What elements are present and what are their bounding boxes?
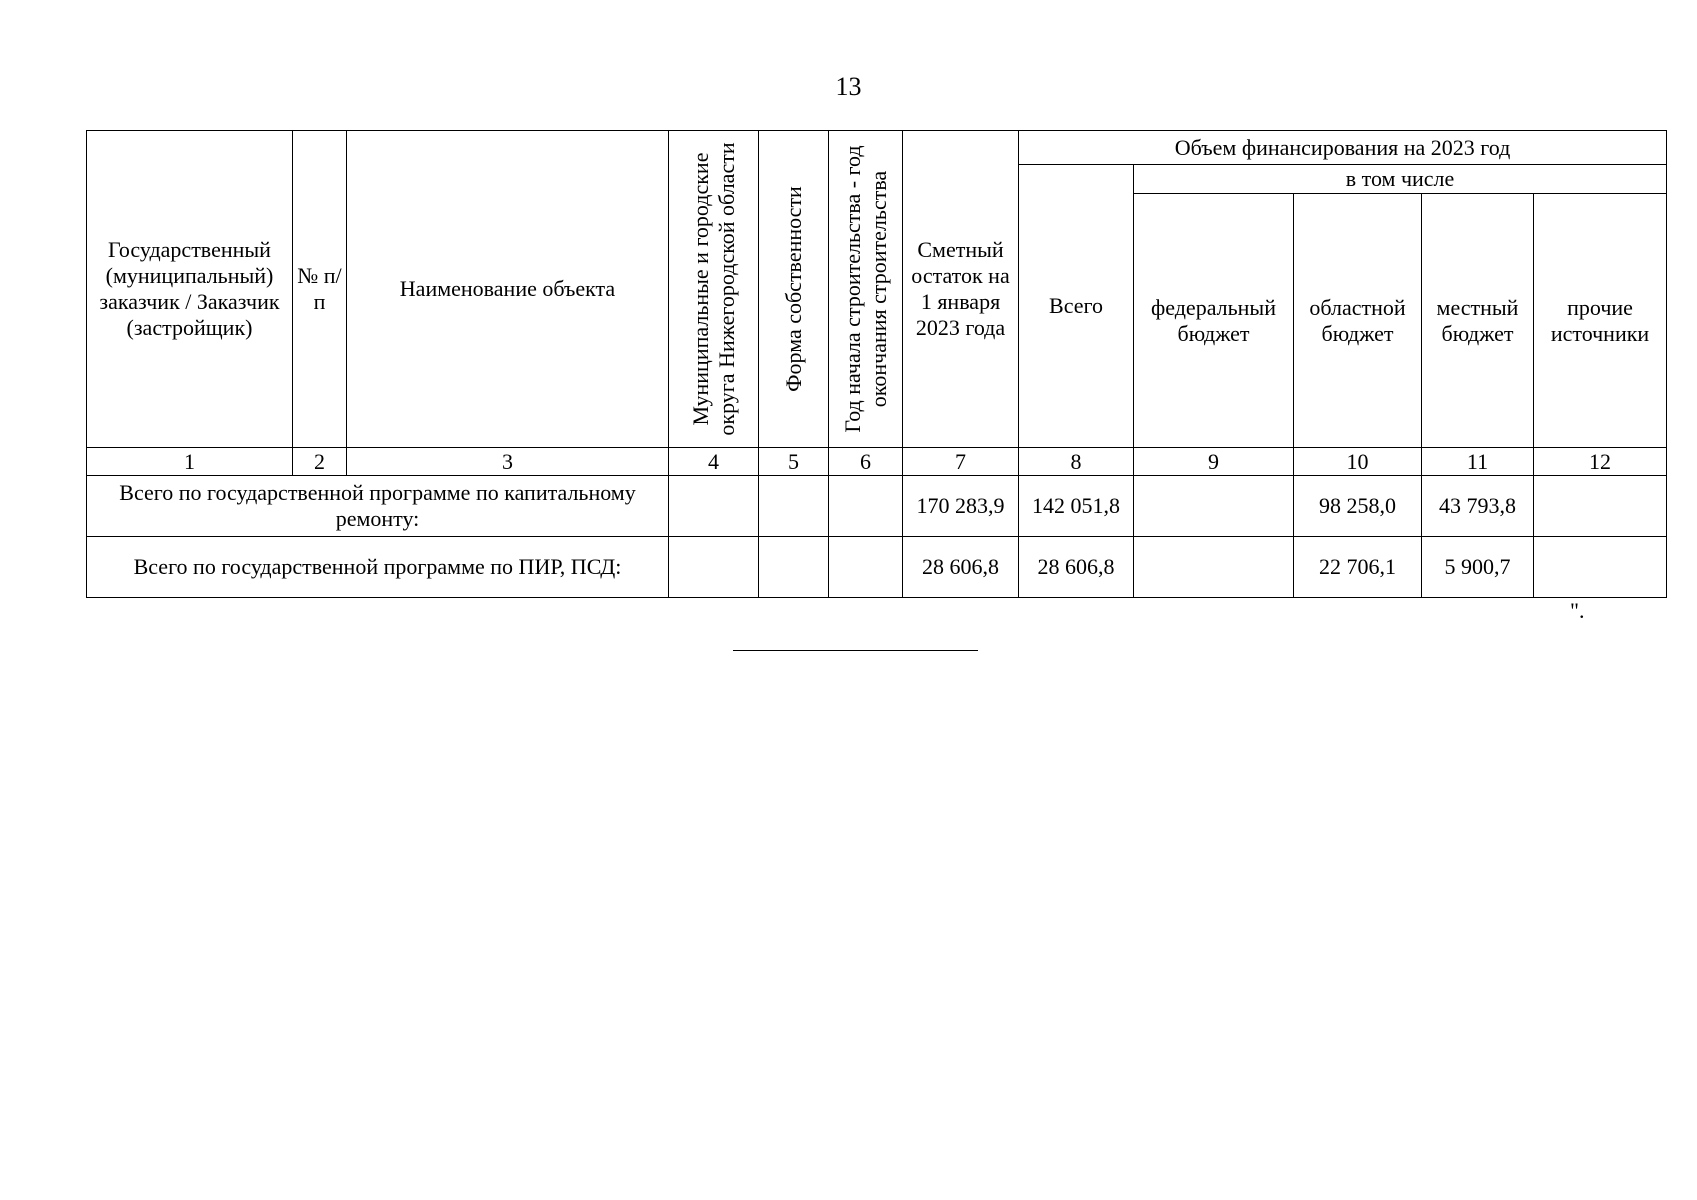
table-row-capital-repair	[87, 476, 1667, 537]
cell-federal	[1134, 476, 1294, 537]
table-row-design-work	[87, 537, 1667, 598]
cell-municipal-districts	[669, 537, 759, 598]
header-ownership	[759, 131, 829, 448]
header-total: Всего	[1019, 165, 1134, 448]
column-number: 2	[293, 448, 347, 476]
cell-other	[1534, 537, 1667, 598]
column-number: 7	[903, 448, 1019, 476]
column-number: 1	[87, 448, 293, 476]
header-construction-years	[829, 131, 903, 448]
cell-construction-years	[829, 476, 903, 537]
header-municipal-districts-text: Муниципальные и городские округа Нижегородской области	[687, 142, 739, 436]
cell-regional: 98 258,0	[1294, 476, 1422, 537]
column-number: 3	[347, 448, 669, 476]
column-number-row	[87, 448, 1667, 476]
header-estimated-balance: Сметный остаток на 1 января 2023 года	[903, 131, 1019, 448]
cell-municipal-districts	[669, 476, 759, 537]
cell-total: 142 051,8	[1019, 476, 1134, 537]
header-federal: федеральный бюджет	[1134, 194, 1294, 448]
column-number: 12	[1534, 448, 1667, 476]
header-regional: областной бюджет	[1294, 194, 1422, 448]
header-customer: Государственный (муниципальный) заказчик / Заказчик (застройщик)	[87, 131, 293, 448]
header-including: в том числе	[1134, 165, 1667, 194]
cell-local: 43 793,8	[1422, 476, 1534, 537]
end-rule-divider	[733, 650, 978, 651]
cell-ownership	[759, 476, 829, 537]
column-number: 5	[759, 448, 829, 476]
financing-table	[86, 130, 1667, 598]
cell-total: 28 606,8	[1019, 537, 1134, 598]
header-construction-years-text: Год начала строительства - год окончания строительства	[839, 145, 891, 433]
row-label: Всего по государственной программе по ПИР, ПСД:	[87, 537, 669, 598]
closing-quote-mark: ".	[1570, 598, 1585, 623]
column-number: 8	[1019, 448, 1134, 476]
header-other: прочие источники	[1534, 194, 1667, 448]
column-number: 9	[1134, 448, 1294, 476]
header-number: № п/п	[293, 131, 347, 448]
page-number: 13	[835, 72, 862, 101]
header-ownership-text: Форма собственности	[780, 186, 806, 392]
cell-other	[1534, 476, 1667, 537]
cell-estimated-balance: 28 606,8	[903, 537, 1019, 598]
header-object-name: Наименование объекта	[347, 131, 669, 448]
cell-federal	[1134, 537, 1294, 598]
column-number: 11	[1422, 448, 1534, 476]
header-local: местный бюджет	[1422, 194, 1534, 448]
column-number: 6	[829, 448, 903, 476]
row-label: Всего по государственной программе по капитальному ремонту:	[87, 476, 669, 537]
cell-regional: 22 706,1	[1294, 537, 1422, 598]
cell-local: 5 900,7	[1422, 537, 1534, 598]
column-number: 4	[669, 448, 759, 476]
cell-estimated-balance: 170 283,9	[903, 476, 1019, 537]
header-municipal-districts	[669, 131, 759, 448]
column-number: 10	[1294, 448, 1422, 476]
cell-ownership	[759, 537, 829, 598]
header-funding-2023: Объем финансирования на 2023 год	[1019, 131, 1667, 165]
cell-construction-years	[829, 537, 903, 598]
